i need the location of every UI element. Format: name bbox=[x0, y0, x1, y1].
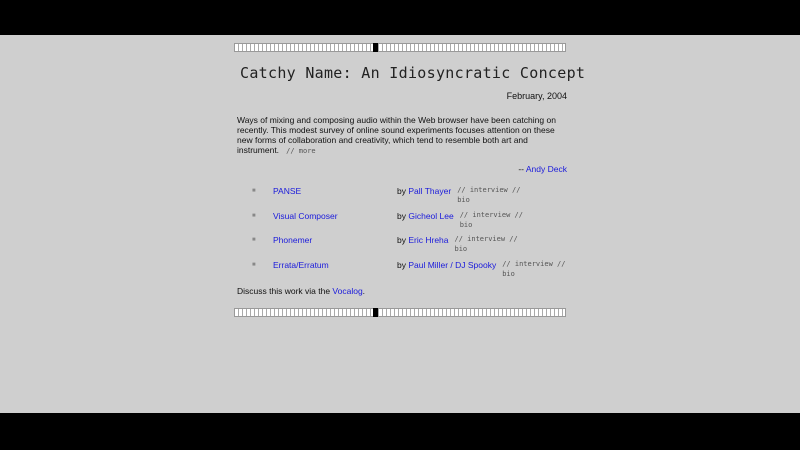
work-extras bbox=[457, 185, 567, 205]
ruler-marker[interactable] bbox=[373, 43, 378, 52]
page-title: Catchy Name: An Idiosyncratic Concept bbox=[240, 64, 586, 82]
interview-link[interactable]: // interview bbox=[502, 260, 553, 269]
work-by bbox=[397, 259, 496, 272]
discuss-text: Discuss this work via the bbox=[237, 285, 333, 296]
bullet-icon: ■ bbox=[252, 237, 256, 244]
work-link[interactable]: Phonemer bbox=[273, 235, 313, 246]
work-row bbox=[252, 234, 567, 259]
vocalog-link[interactable]: Vocalog bbox=[332, 285, 363, 296]
bio-link[interactable]: bio bbox=[454, 245, 468, 254]
work-link[interactable]: PANSE bbox=[273, 186, 302, 196]
bio-link[interactable]: bio bbox=[502, 270, 515, 279]
work-by bbox=[397, 185, 451, 198]
artist-link[interactable]: Paul Miller / DJ Spooky bbox=[408, 260, 497, 271]
bio-link[interactable]: bio bbox=[459, 220, 473, 229]
bio-link[interactable]: bio bbox=[457, 196, 470, 204]
discuss-line bbox=[237, 286, 567, 297]
interview-link[interactable]: // interview bbox=[454, 235, 506, 244]
work-extras bbox=[455, 234, 568, 254]
interview-link[interactable]: // interview bbox=[459, 210, 511, 219]
by-label: by bbox=[397, 260, 409, 271]
bullet-icon: ■ bbox=[252, 212, 256, 219]
bullet-icon: ■ bbox=[252, 262, 256, 269]
bottom-ruler[interactable] bbox=[234, 308, 566, 317]
separator: // bbox=[552, 260, 566, 269]
work-by bbox=[397, 234, 449, 247]
author-link[interactable]: Andy Deck bbox=[525, 164, 567, 174]
date: February, 2004 bbox=[506, 91, 567, 101]
more-link[interactable]: // more bbox=[286, 147, 316, 155]
work-by bbox=[397, 210, 454, 223]
ruler-marker[interactable] bbox=[373, 308, 378, 317]
intro-body: Ways of mixing and composing audio within the Web browser have been catching on recently. This modest survey of online sound experiments focuses attention on these new forms of collaboration and creativity, which tend to resemble both art and instrument. bbox=[237, 115, 556, 155]
by-label: by bbox=[397, 186, 409, 196]
separator: // bbox=[505, 235, 518, 244]
author-prefix: -- bbox=[518, 164, 526, 174]
artist-link[interactable]: Gicheol Lee bbox=[408, 210, 454, 221]
work-row bbox=[252, 185, 567, 210]
artist-link[interactable]: Eric Hreha bbox=[408, 235, 449, 246]
separator: // bbox=[510, 210, 523, 219]
work-link[interactable]: Errata/Erratum bbox=[273, 260, 329, 271]
top-ruler[interactable] bbox=[234, 43, 566, 52]
author-line bbox=[237, 164, 567, 175]
by-label: by bbox=[397, 235, 409, 246]
intro-text bbox=[237, 115, 567, 156]
page bbox=[0, 35, 800, 413]
content bbox=[237, 63, 586, 317]
separator: // bbox=[507, 186, 521, 194]
work-row bbox=[252, 259, 567, 284]
work-extras bbox=[460, 210, 567, 230]
bullet-icon: ■ bbox=[252, 188, 256, 194]
works-list bbox=[237, 185, 567, 284]
artist-link[interactable]: Pall Thayer bbox=[408, 186, 452, 196]
interview-link[interactable]: // interview bbox=[457, 186, 508, 194]
work-link[interactable]: Visual Composer bbox=[273, 210, 338, 221]
by-label: by bbox=[397, 210, 409, 221]
work-row bbox=[252, 210, 567, 235]
work-extras bbox=[502, 259, 567, 279]
discuss-suffix: . bbox=[362, 285, 366, 296]
